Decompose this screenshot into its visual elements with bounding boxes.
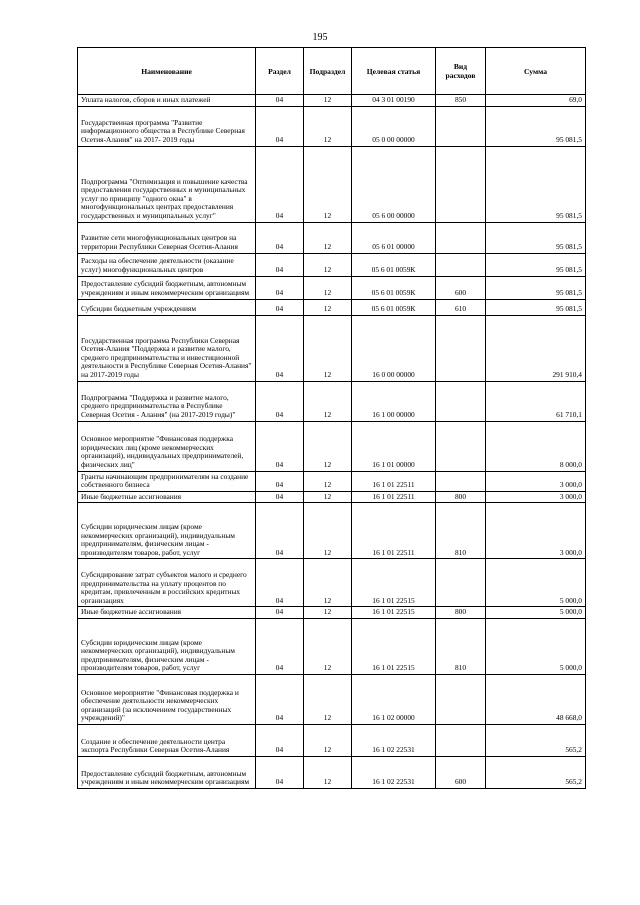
- cell-razdel: 04: [256, 381, 304, 421]
- table-row: [78, 222, 586, 253]
- cell-sum: 69,0: [486, 95, 586, 107]
- cell-target: 05 6 00 00000: [352, 146, 436, 222]
- cell-name: Уплата налогов, сборов и иных платежей: [78, 95, 256, 107]
- cell-name: Развитие сети многофункциональных центров на территории Республики Северная Осетия-Алания: [78, 222, 256, 253]
- cell-sum: 3 000,0: [486, 471, 586, 491]
- cell-target: 16 1 01 22515: [352, 618, 436, 674]
- cell-podrazdel: 12: [304, 618, 352, 674]
- cell-razdel: 04: [256, 106, 304, 146]
- cell-podrazdel: 12: [304, 95, 352, 107]
- cell-podrazdel: 12: [304, 253, 352, 276]
- cell-target: 16 1 01 22515: [352, 607, 436, 619]
- cell-podrazdel: 12: [304, 471, 352, 491]
- cell-sum: 565,2: [486, 756, 586, 788]
- cell-podrazdel: 12: [304, 315, 352, 381]
- cell-vid: [436, 253, 486, 276]
- table-row: [78, 756, 586, 788]
- cell-sum: 5 000,0: [486, 559, 586, 607]
- cell-name: Основное мероприятие "Финансовая поддержка и обеспечение деятельности некоммерческих организаций (за исключением государственных учреждений)": [78, 674, 256, 724]
- cell-vid: [436, 559, 486, 607]
- cell-vid: [436, 421, 486, 471]
- cell-target: 04 3 01 00190: [352, 95, 436, 107]
- cell-name: Субсидии юридическим лицам (кроме некоммерческих организаций), индивидуальным предпринимателям, физическим лицам - производителям товаров, работ, услуг: [78, 618, 256, 674]
- header-name: Наименование: [78, 48, 256, 95]
- cell-sum: 95 081,5: [486, 106, 586, 146]
- cell-vid: [436, 146, 486, 222]
- header-sum: Сумма: [486, 48, 586, 95]
- cell-target: 16 1 01 22511: [352, 491, 436, 503]
- cell-name: Предоставление субсидий бюджетным, автономным учреждениям и иным некоммерческим организациям: [78, 756, 256, 788]
- cell-sum: 3 000,0: [486, 503, 586, 559]
- cell-vid: 600: [436, 276, 486, 299]
- cell-razdel: 04: [256, 618, 304, 674]
- cell-name: Создание и обеспечение деятельности центра экспорта Республики Северная Осетия-Алания: [78, 724, 256, 756]
- table-row: [78, 674, 586, 724]
- cell-target: 05 6 01 00000: [352, 222, 436, 253]
- table-row: [78, 299, 586, 315]
- cell-target: 05 0 00 00000: [352, 106, 436, 146]
- cell-podrazdel: 12: [304, 299, 352, 315]
- cell-name: Гранты начинающим предпринимателям на создание собственного бизнеса: [78, 471, 256, 491]
- cell-name: Иные бюджетные ассигнования: [78, 607, 256, 619]
- cell-target: 16 1 02 22531: [352, 724, 436, 756]
- cell-name: Государственная программа "Развитие информационного общества в Республике Северная Осетия-Алания" на 2017- 2019 годы: [78, 106, 256, 146]
- cell-name: Подпрограмма "Оптимизация и повышение качества предоставления государственных и муниципальных услуг по принципу "одного окна" в многофункциональных центрах предоставления государственных и муниципальных услуг": [78, 146, 256, 222]
- table-row: [78, 724, 586, 756]
- cell-podrazdel: 12: [304, 756, 352, 788]
- header-vid: Вид расходов: [436, 48, 486, 95]
- cell-name: Предоставление субсидий бюджетным, автономным учреждениям и иным некоммерческим организациям: [78, 276, 256, 299]
- cell-sum: 61 710,1: [486, 381, 586, 421]
- cell-sum: 95 081,5: [486, 222, 586, 253]
- cell-podrazdel: 12: [304, 607, 352, 619]
- cell-vid: 800: [436, 491, 486, 503]
- cell-name: Расходы на обеспечение деятельности (оказание услуг) многофункциональных центров: [78, 253, 256, 276]
- cell-name: Основное мероприятие "Финансовая поддержка юридических лиц (кроме некоммерческих организаций), индивидуальных предпринимателей, физических лиц": [78, 421, 256, 471]
- cell-razdel: 04: [256, 421, 304, 471]
- cell-razdel: 04: [256, 674, 304, 724]
- budget-table: [77, 47, 586, 789]
- cell-vid: 610: [436, 299, 486, 315]
- cell-sum: 95 081,5: [486, 253, 586, 276]
- cell-razdel: 04: [256, 491, 304, 503]
- table-row: [78, 106, 586, 146]
- cell-podrazdel: 12: [304, 421, 352, 471]
- cell-razdel: 04: [256, 503, 304, 559]
- table-row: [78, 618, 586, 674]
- cell-vid: 800: [436, 607, 486, 619]
- cell-sum: 8 000,0: [486, 421, 586, 471]
- table-body: [78, 95, 586, 789]
- cell-sum: 565,2: [486, 724, 586, 756]
- cell-sum: 95 081,5: [486, 146, 586, 222]
- cell-vid: [436, 724, 486, 756]
- cell-razdel: 04: [256, 471, 304, 491]
- header-target: Целевая статья: [352, 48, 436, 95]
- cell-name: Субсидирование затрат субъектов малого и среднего предпринимательства на уплату процентов по кредитам, привлеченным в российских кредитных организациях: [78, 559, 256, 607]
- cell-vid: 850: [436, 95, 486, 107]
- cell-vid: 600: [436, 756, 486, 788]
- cell-target: 16 1 01 22515: [352, 559, 436, 607]
- table-header-row: [78, 48, 586, 95]
- cell-podrazdel: 12: [304, 503, 352, 559]
- cell-vid: 810: [436, 618, 486, 674]
- table-row: [78, 421, 586, 471]
- page-number: 195: [312, 32, 328, 43]
- cell-vid: 810: [436, 503, 486, 559]
- cell-razdel: 04: [256, 315, 304, 381]
- cell-podrazdel: 12: [304, 559, 352, 607]
- cell-target: 16 1 01 22511: [352, 503, 436, 559]
- header-podrazdel: Подраздел: [304, 48, 352, 95]
- cell-razdel: 04: [256, 276, 304, 299]
- table-row: [78, 607, 586, 619]
- cell-target: 16 0 00 00000: [352, 315, 436, 381]
- table-row: [78, 276, 586, 299]
- table-row: [78, 491, 586, 503]
- cell-vid: [436, 471, 486, 491]
- cell-razdel: 04: [256, 222, 304, 253]
- cell-podrazdel: 12: [304, 222, 352, 253]
- cell-target: 05 6 01 0059К: [352, 299, 436, 315]
- cell-razdel: 04: [256, 95, 304, 107]
- cell-razdel: 04: [256, 299, 304, 315]
- cell-target: 05 6 01 0059К: [352, 276, 436, 299]
- cell-name: Подпрограмма "Поддержка и развитие малого, среднего предпринимательства в Республике Северная Осетия - Алания" (на 2017-2019 годы)": [78, 381, 256, 421]
- cell-razdel: 04: [256, 756, 304, 788]
- table-row: [78, 95, 586, 107]
- cell-sum: 48 668,0: [486, 674, 586, 724]
- cell-razdel: 04: [256, 607, 304, 619]
- cell-target: 16 1 02 00000: [352, 674, 436, 724]
- cell-podrazdel: 12: [304, 491, 352, 503]
- table-row: [78, 503, 586, 559]
- cell-podrazdel: 12: [304, 724, 352, 756]
- cell-target: 16 1 00 00000: [352, 381, 436, 421]
- table-row: [78, 381, 586, 421]
- cell-podrazdel: 12: [304, 381, 352, 421]
- cell-target: 16 1 02 22531: [352, 756, 436, 788]
- cell-name: Субсидии юридическим лицам (кроме некоммерческих организаций), индивидуальным предпринимателям, физическим лицам - производителям товаров, работ, услуг: [78, 503, 256, 559]
- cell-sum: 5 000,0: [486, 607, 586, 619]
- cell-sum: 3 000,0: [486, 491, 586, 503]
- table-row: [78, 253, 586, 276]
- cell-name: Государственная программа Республики Северная Осетия-Алания "Поддержка и развитие малого, среднего предпринимательства и инвестиционной деятельности в Республике Северная Осетия-Алания" на 2017-2019 годы: [78, 315, 256, 381]
- table-row: [78, 315, 586, 381]
- cell-sum: 5 000,0: [486, 618, 586, 674]
- cell-vid: [436, 222, 486, 253]
- cell-vid: [436, 381, 486, 421]
- cell-podrazdel: 12: [304, 276, 352, 299]
- cell-name: Иные бюджетные ассигнования: [78, 491, 256, 503]
- cell-razdel: 04: [256, 253, 304, 276]
- cell-target: 16 1 01 22511: [352, 471, 436, 491]
- cell-razdel: 04: [256, 146, 304, 222]
- header-razdel: Раздел: [256, 48, 304, 95]
- cell-podrazdel: 12: [304, 106, 352, 146]
- cell-target: 16 1 01 00000: [352, 421, 436, 471]
- table-row: [78, 559, 586, 607]
- table-row: [78, 146, 586, 222]
- cell-podrazdel: 12: [304, 674, 352, 724]
- cell-vid: [436, 674, 486, 724]
- cell-razdel: 04: [256, 559, 304, 607]
- cell-vid: [436, 315, 486, 381]
- cell-razdel: 04: [256, 724, 304, 756]
- cell-vid: [436, 106, 486, 146]
- table-row: [78, 471, 586, 491]
- cell-sum: 291 910,4: [486, 315, 586, 381]
- cell-target: 05 6 01 0059К: [352, 253, 436, 276]
- cell-name: Субсидии бюджетным учреждениям: [78, 299, 256, 315]
- cell-sum: 95 081,5: [486, 299, 586, 315]
- cell-podrazdel: 12: [304, 146, 352, 222]
- cell-sum: 95 081,5: [486, 276, 586, 299]
